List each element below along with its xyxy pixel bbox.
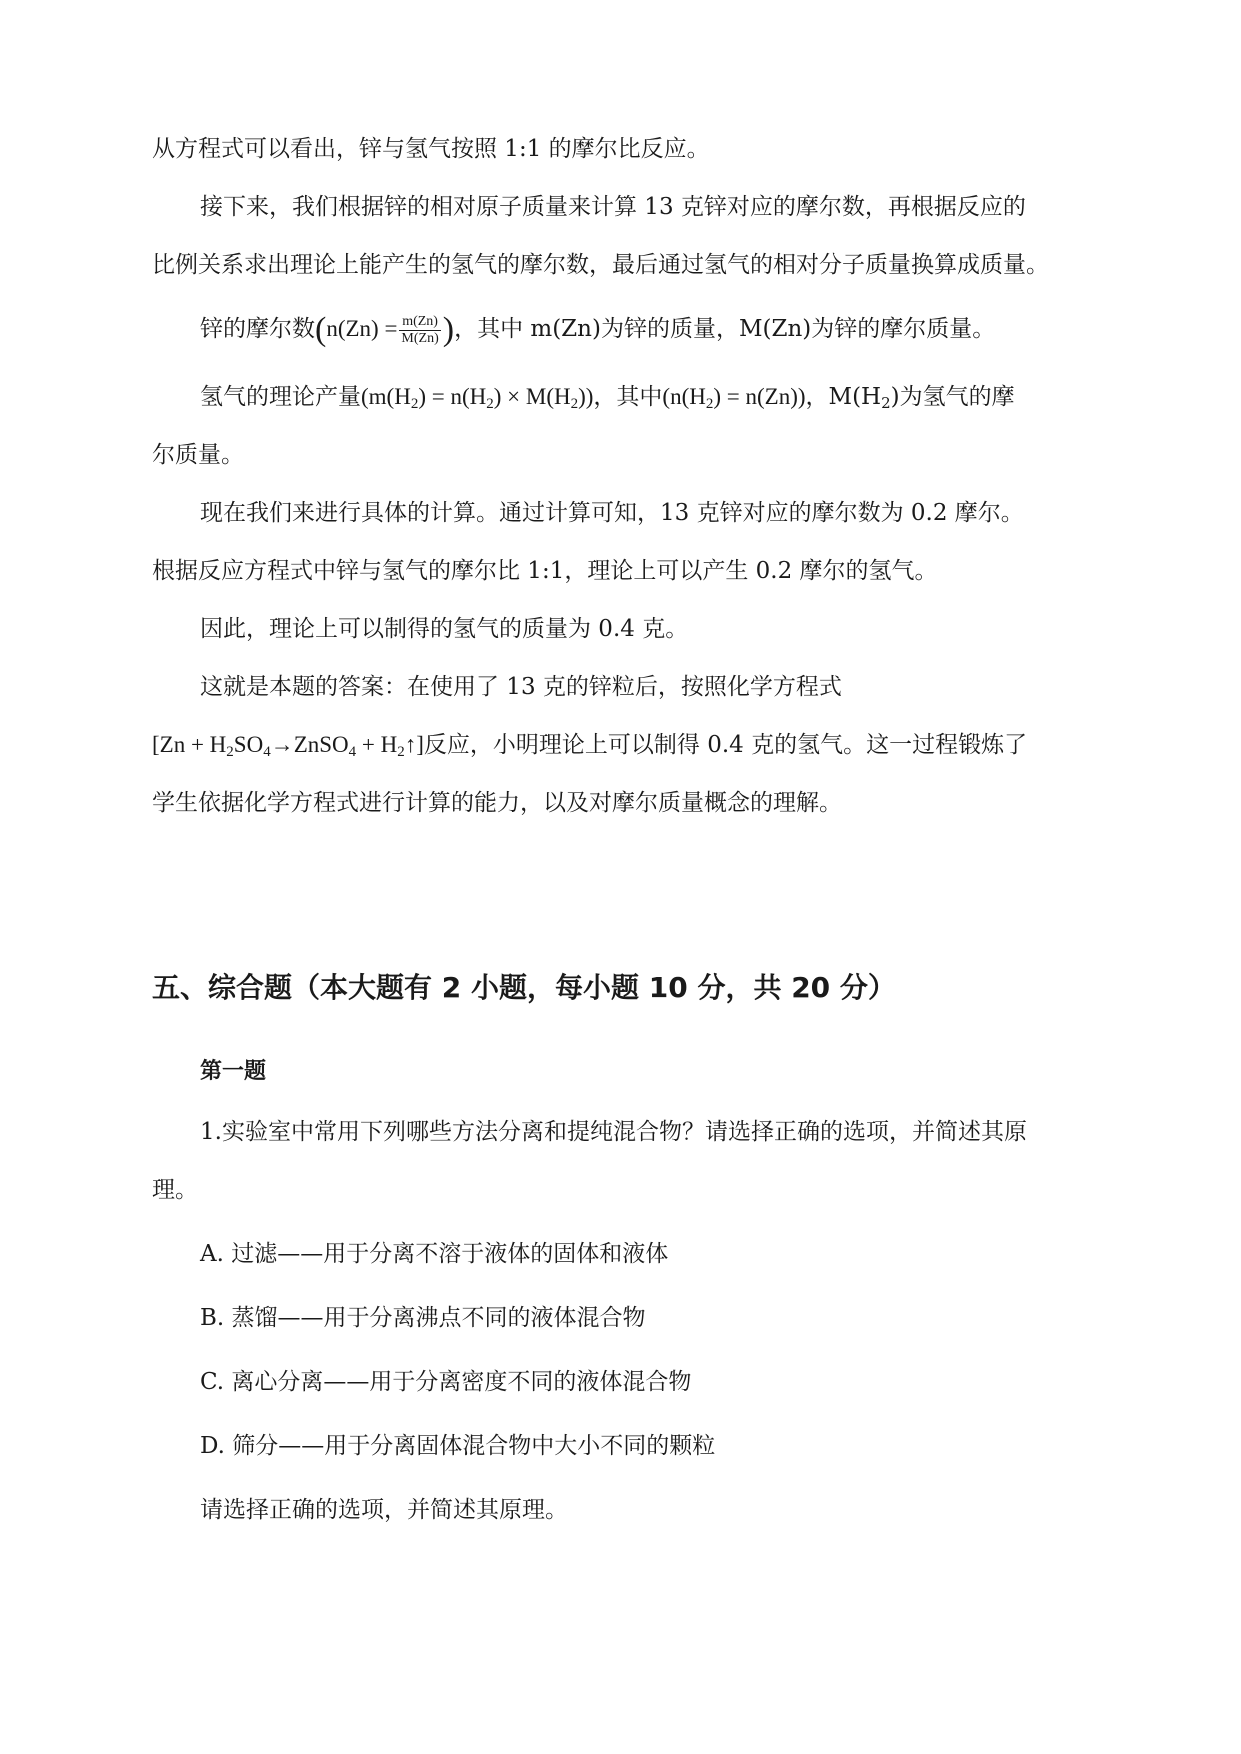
subscript: 2 (410, 396, 419, 412)
eq-part: [Zn + H (152, 732, 227, 757)
eq-part: SO (233, 732, 264, 757)
formula-line-zinc-moles (200, 313, 995, 347)
eq-part: →ZnSO (270, 732, 349, 757)
paragraph-line: 根据反应方程式中锌与氢气的摩尔比 1:1，理论上可以产生 0.2 摩尔的氢气。 (152, 558, 938, 584)
formula-eq2 (662, 384, 806, 412)
subscript: 2 (705, 396, 714, 412)
subscript: 2 (486, 396, 494, 412)
subscript: 2 (226, 744, 234, 760)
formula-prefix: 氢气的理论产量 (200, 384, 361, 410)
option-b: B. 蒸馏——用于分离沸点不同的液体混合物 (200, 1305, 646, 1331)
chemical-equation-line (152, 729, 1027, 761)
paragraph-line: 从方程式可以看出，锌与氢气按照 1:1 的摩尔比反应。 (152, 136, 710, 162)
subscript: 2 (881, 394, 891, 412)
paragraph-line: 因此，理论上可以制得的氢气的质量为 0.4 克。 (200, 616, 689, 642)
formula-prefix: 锌的摩尔数 (200, 316, 315, 342)
eq-part: )) (578, 384, 594, 409)
paren-close: ) (442, 311, 455, 348)
paren-open: ( (315, 311, 327, 348)
section-heading: 五、综合题（本大题有 2 小题，每小题 10 分，共 20 分） (152, 971, 896, 1004)
paragraph-line: 这就是本题的答案：在使用了 13 克的锌粒后，按照化学方程式 (200, 674, 842, 700)
option-a: A. 过滤——用于分离不溶于液体的固体和液体 (200, 1241, 669, 1267)
question-text: 理。 (152, 1177, 198, 1203)
formula-tail: )为氢气的摩 (890, 384, 1015, 410)
paragraph-text: 反应，小明理论上可以制得 0.4 克的氢气。这一过程锻炼了 (423, 732, 1028, 758)
paragraph-line: 学生依据化学方程式进行计算的能力，以及对摩尔质量概念的理解。 (152, 790, 842, 816)
question-text: 1.实验室中常用下列哪些方法分离和提纯混合物？请选择正确的选项，并简述其原 (200, 1119, 1027, 1145)
formula-lhs: n(Zn) = (326, 316, 398, 341)
option-c: C. 离心分离——用于分离密度不同的液体混合物 (200, 1369, 692, 1395)
paragraph-line: 尔质量。 (152, 442, 244, 468)
question-title: 第一题 (200, 1059, 267, 1084)
subscript: 2 (397, 744, 405, 760)
formula-tail: ，M(H (805, 384, 882, 410)
eq-part: (m(H (361, 384, 411, 409)
option-d: D. 筛分——用于分离固体混合物中大小不同的颗粒 (200, 1433, 716, 1459)
formula-suffix: ，其中 m(Zn)为锌的质量，M(Zn)为锌的摩尔质量。 (454, 316, 996, 342)
eq-part: ) × M(H (493, 384, 571, 409)
formula-line-hydrogen-yield (200, 381, 1015, 413)
paragraph-line: 现在我们来进行具体的计算。通过计算可知，13 克锌对应的摩尔数为 0.2 摩尔。 (200, 500, 1024, 526)
fraction-numerator: m(Zn) (399, 314, 440, 331)
paragraph-line: 接下来，我们根据锌的相对原子质量来计算 13 克锌对应的摩尔数，再根据反应的 (200, 194, 1026, 220)
chemical-equation (152, 732, 424, 760)
fraction-denominator: M(Zn) (401, 330, 439, 346)
eq-part: ) = n(Zn)) (713, 384, 806, 409)
subscript: 4 (263, 744, 271, 760)
eq-part: (n(H (662, 384, 706, 409)
formula-eq1 (361, 384, 594, 412)
subscript: 4 (348, 744, 357, 760)
paragraph-line: 比例关系求出理论上能产生的氢气的摩尔数，最后通过氢气的相对分子质量换算成质量。 (152, 252, 1049, 278)
fraction (399, 314, 440, 347)
formula-mid: ，其中 (593, 384, 663, 410)
eq-part: + H (356, 732, 398, 757)
question-prompt: 请选择正确的选项，并简述其原理。 (200, 1497, 568, 1523)
subscript: 2 (570, 396, 579, 412)
eq-part: ↑] (404, 732, 424, 757)
eq-part: ) = n(H (418, 384, 487, 409)
